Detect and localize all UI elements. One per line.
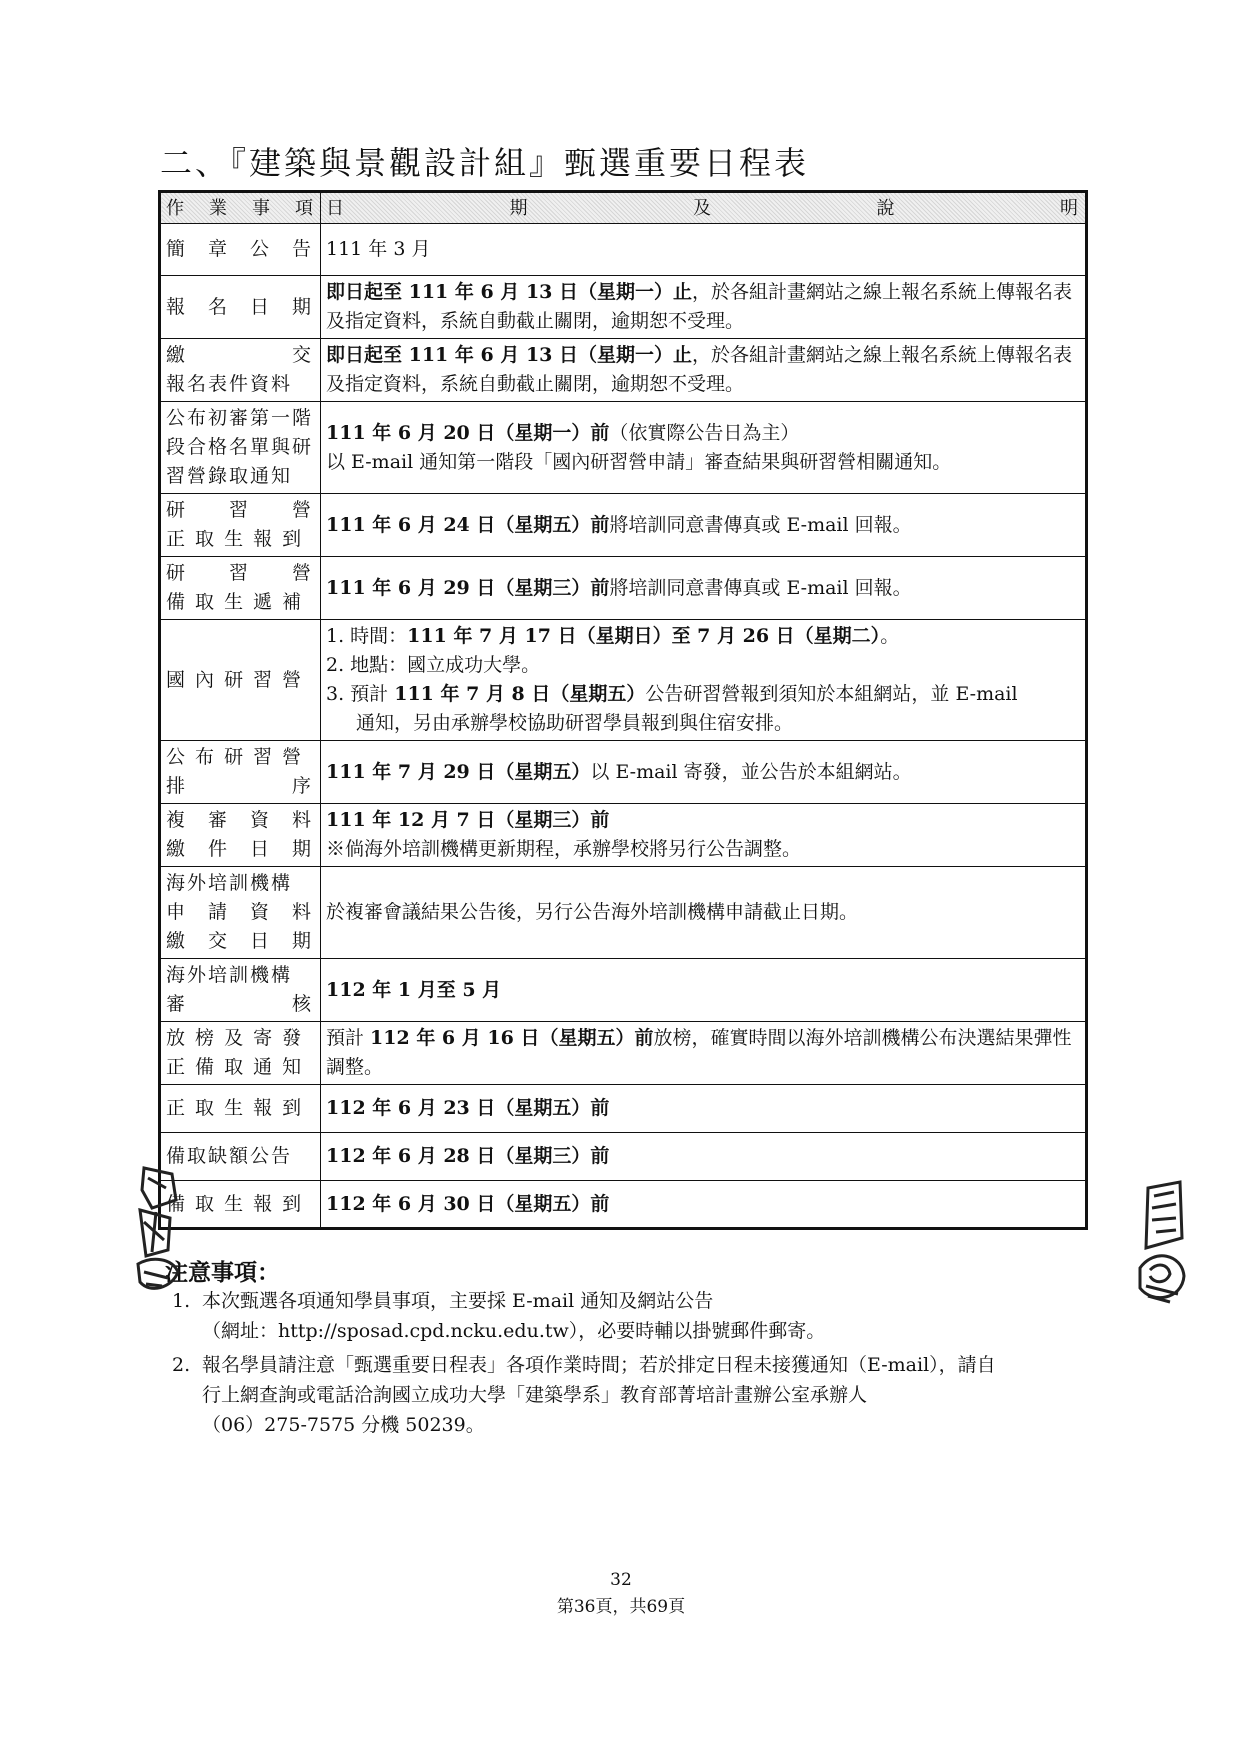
description-text: 將培訓同意書傳真或 E-mail 回報。 [609,576,912,599]
seal-stamp-left [132,1160,192,1310]
list-item [326,622,1080,651]
note-number: 1. [172,1290,191,1312]
row-description [321,959,1087,1022]
row-label-lines [166,559,315,617]
row-description [321,402,1087,494]
row-label-text: 備取缺額公告 [166,1145,293,1167]
description-note: 以 E-mail 通知第一階段「國內研習營申請」審查結果與研習營相關通知。 [326,450,952,473]
table-row [160,339,1087,402]
row-description [321,276,1087,339]
row-label [160,867,321,959]
description-main [326,1142,1080,1171]
description-main [326,806,1080,835]
row-label-text: 報 名 日 期 [166,295,314,318]
table-row [160,959,1087,1022]
description-main [326,1190,1080,1219]
table-row [160,1133,1087,1181]
row-label [160,224,321,276]
description-main [326,511,1080,540]
row-label [160,1022,321,1085]
row-label-line: 段合格名單與研 [166,436,314,458]
row-label-lines [166,961,315,1019]
list-prefix: 1. 時間： [326,625,408,647]
header-char: 期 [509,197,528,219]
row-label-line: 研 習 營 [166,562,314,584]
row-label-line: 公 布 研 習 營 [166,746,304,768]
list-item [326,680,1080,709]
row-label-line: 申 請 資 料 [166,901,314,923]
row-label-line: 備 取 生 遞 補 [166,591,304,613]
note-text: 報名學員請注意「甄選重要日程表」各項作業時間；若於排定日程未接獲通知（E-mail），請自 [202,1354,996,1376]
table-row [160,1022,1087,1085]
description-main [326,574,1080,603]
header-task [160,192,321,224]
row-description [321,1085,1087,1133]
row-label-lines [166,743,315,801]
header-char: 明 [1060,197,1078,219]
description-date: 即日起至 111 年 6 月 13 日（星期一）止 [326,344,693,366]
note-text: 本次甄選各項通知學員事項，主要採 E-mail 通知及網站公告 [202,1290,714,1312]
table-row [160,1085,1087,1133]
description-main [326,419,1080,448]
description-main [326,1024,1080,1082]
description-prefix: 預計 [326,1027,371,1049]
table-row [160,557,1087,620]
row-label-lines [166,341,315,399]
table-row [160,620,1087,741]
row-description [321,741,1087,804]
row-description [321,1181,1087,1229]
list-prefix: 3. 預計 [326,683,395,705]
description-text: （依實際公告日為主） [609,421,800,444]
note-text: （06）275-7575 分機 50239。 [202,1414,485,1436]
description-text: 將培訓同意書傳真或 E-mail 回報。 [609,513,912,536]
row-label [160,276,321,339]
description-text: 於複審會議結果公告後，另行公告海外培訓機構申請截止日期。 [326,901,859,923]
note-line [172,1350,996,1380]
row-label-line: 排 序 [166,775,314,797]
row-label-line: 正 備 取 通 知 [166,1056,304,1078]
note-line [172,1410,996,1440]
note-number: 2. [172,1354,191,1376]
list-text: 通知，另由承辦學校協助研習學員報到與住宿安排。 [356,712,794,734]
description-date: 111 年 6 月 20 日（星期一）前 [326,421,610,444]
row-label-line: 習營錄取通知 [166,465,293,487]
row-label-line: 審 核 [166,993,314,1015]
row-label-line: 繳 交 [166,344,314,366]
row-description [321,224,1087,276]
note-line [172,1286,825,1316]
description-main [326,278,1080,336]
description-date: 111 年 7 月 29 日（星期五） [326,760,591,783]
page-counter: 第36頁，共69頁 [556,1597,686,1617]
row-label [160,402,321,494]
table-row [160,1181,1087,1229]
row-label-lines [166,1024,315,1082]
row-label-text: 備 取 生 報 到 [166,1192,304,1215]
header-char: 項 [295,197,315,219]
row-label-text: 國 內 研 習 營 [166,668,304,691]
row-label-line: 放 榜 及 寄 發 [166,1027,304,1049]
description-main [326,1094,1080,1123]
header-char: 日 [326,197,344,219]
list-text: 國立成功大學。 [407,654,541,676]
list-prefix: 2. 地點： [326,654,408,676]
page-title: 二、『建築與景觀設計組』甄選重要日程表 [160,144,810,182]
row-description [321,1133,1087,1181]
row-label-line: 正 取 生 報 到 [166,528,304,550]
table-row [160,224,1087,276]
row-label-line: 繳 交 日 期 [166,930,314,952]
row-label-lines [166,404,315,491]
description-date: 112 年 6 月 28 日（星期三）前 [326,1145,610,1167]
table-row [160,494,1087,557]
note-line [172,1316,825,1346]
row-label [160,557,321,620]
note-line [172,1380,996,1410]
row-description [321,557,1087,620]
row-label-lines [166,496,315,554]
row-description [321,339,1087,402]
row-label-lines [166,869,315,956]
row-label-lines [166,806,315,864]
row-label-line: 繳 件 日 期 [166,838,314,860]
notes-title: 注意事項： [165,1259,280,1286]
page-number: 32 [610,1570,632,1590]
row-label [160,959,321,1022]
description-date: 111 年 12 月 7 日（星期三）前 [326,809,610,831]
row-label [160,804,321,867]
description-main [326,976,1080,1005]
description-text: ，於各組計畫網站之線上報名系統上傳報名表及指定資料，系統自動截止關閉，逾期恕不受理。 [326,281,1073,332]
description-text: ，於各組計畫網站之線上報名系統上傳報名表及指定資料，系統自動截止關閉，逾期恕不受理。 [326,344,1073,395]
header-char: 事 [252,197,272,219]
row-label-line: 公布初審第一階 [166,407,314,429]
table-row [160,804,1087,867]
row-label-line: 研 習 營 [166,499,314,521]
description-date: 112 年 6 月 23 日（星期五）前 [326,1097,610,1119]
description-date: 112 年 6 月 16 日（星期五）前 [370,1027,654,1049]
description-date: 即日起至 111 年 6 月 13 日（星期一）止 [326,281,693,303]
description-text: 以 E-mail 寄發，並公告於本組網站。 [590,760,912,783]
table-header-row [160,192,1087,224]
header-char: 及 [693,197,711,219]
header-char: 作 [166,197,186,219]
row-label-line: 海外培訓機構 [166,872,293,894]
row-description [321,620,1087,741]
description-main [326,758,1080,787]
list-text: 。 [880,625,900,647]
description-date: 112 年 6 月 30 日（星期五）前 [326,1192,610,1215]
row-label-line: 報名表件資料 [166,373,293,395]
row-label-text: 簡 章 公 告 [166,238,314,260]
description-date: 111 年 6 月 24 日（星期五）前 [326,513,610,536]
description-main [326,341,1080,399]
table-row [160,741,1087,804]
list-date: 111 年 7 月 17 日（星期日）至 7 月 26 日（星期二） [407,625,881,647]
note-item [172,1286,825,1346]
header-char: 業 [209,197,229,219]
row-label [160,620,321,741]
list-text: 公告研習營報到須知於本組網站，並 E-mail [645,683,1018,705]
seal-stamp-right [1130,1178,1190,1318]
description-main [326,235,1080,264]
header-char: 說 [876,197,895,219]
description-text: 放榜，確實時間以海外培訓機構公布決選結果彈性調整。 [326,1027,1072,1078]
row-description [321,1022,1087,1085]
header-date-description [321,192,1087,224]
description-date: 111 年 6 月 29 日（星期三）前 [326,576,610,599]
row-label [160,741,321,804]
note-item [172,1350,996,1440]
list-item [326,651,1080,680]
row-label [160,1085,321,1133]
description-date: 112 年 1 月至 5 月 [326,978,502,1001]
table-row [160,402,1087,494]
table-row [160,867,1087,959]
row-label-line: 複 審 資 料 [166,809,314,831]
table-row [160,276,1087,339]
note-text: 行上網查詢或電話洽詢國立成功大學「建築學系」教育部菁培計畫辦公室承辦人 [202,1384,868,1406]
row-description [321,804,1087,867]
row-label [160,494,321,557]
row-description [321,494,1087,557]
note-text: （網址：http://sposad.cpd.ncku.edu.tw），必要時輔以掛號郵件郵寄。 [202,1320,826,1342]
list-date: 111 年 7 月 8 日（星期五） [394,683,646,705]
row-label-line: 海外培訓機構 [166,964,293,986]
schedule-table [158,190,1088,1230]
description-text: 111 年 3 月 [326,238,431,260]
description-note: ※倘海外培訓機構更新期程，承辦學校將另行公告調整。 [326,838,802,860]
description-main [326,898,1080,927]
row-label [160,339,321,402]
row-description [321,867,1087,959]
row-label-text: 正 取 生 報 到 [166,1097,304,1119]
list-item [326,709,1080,738]
